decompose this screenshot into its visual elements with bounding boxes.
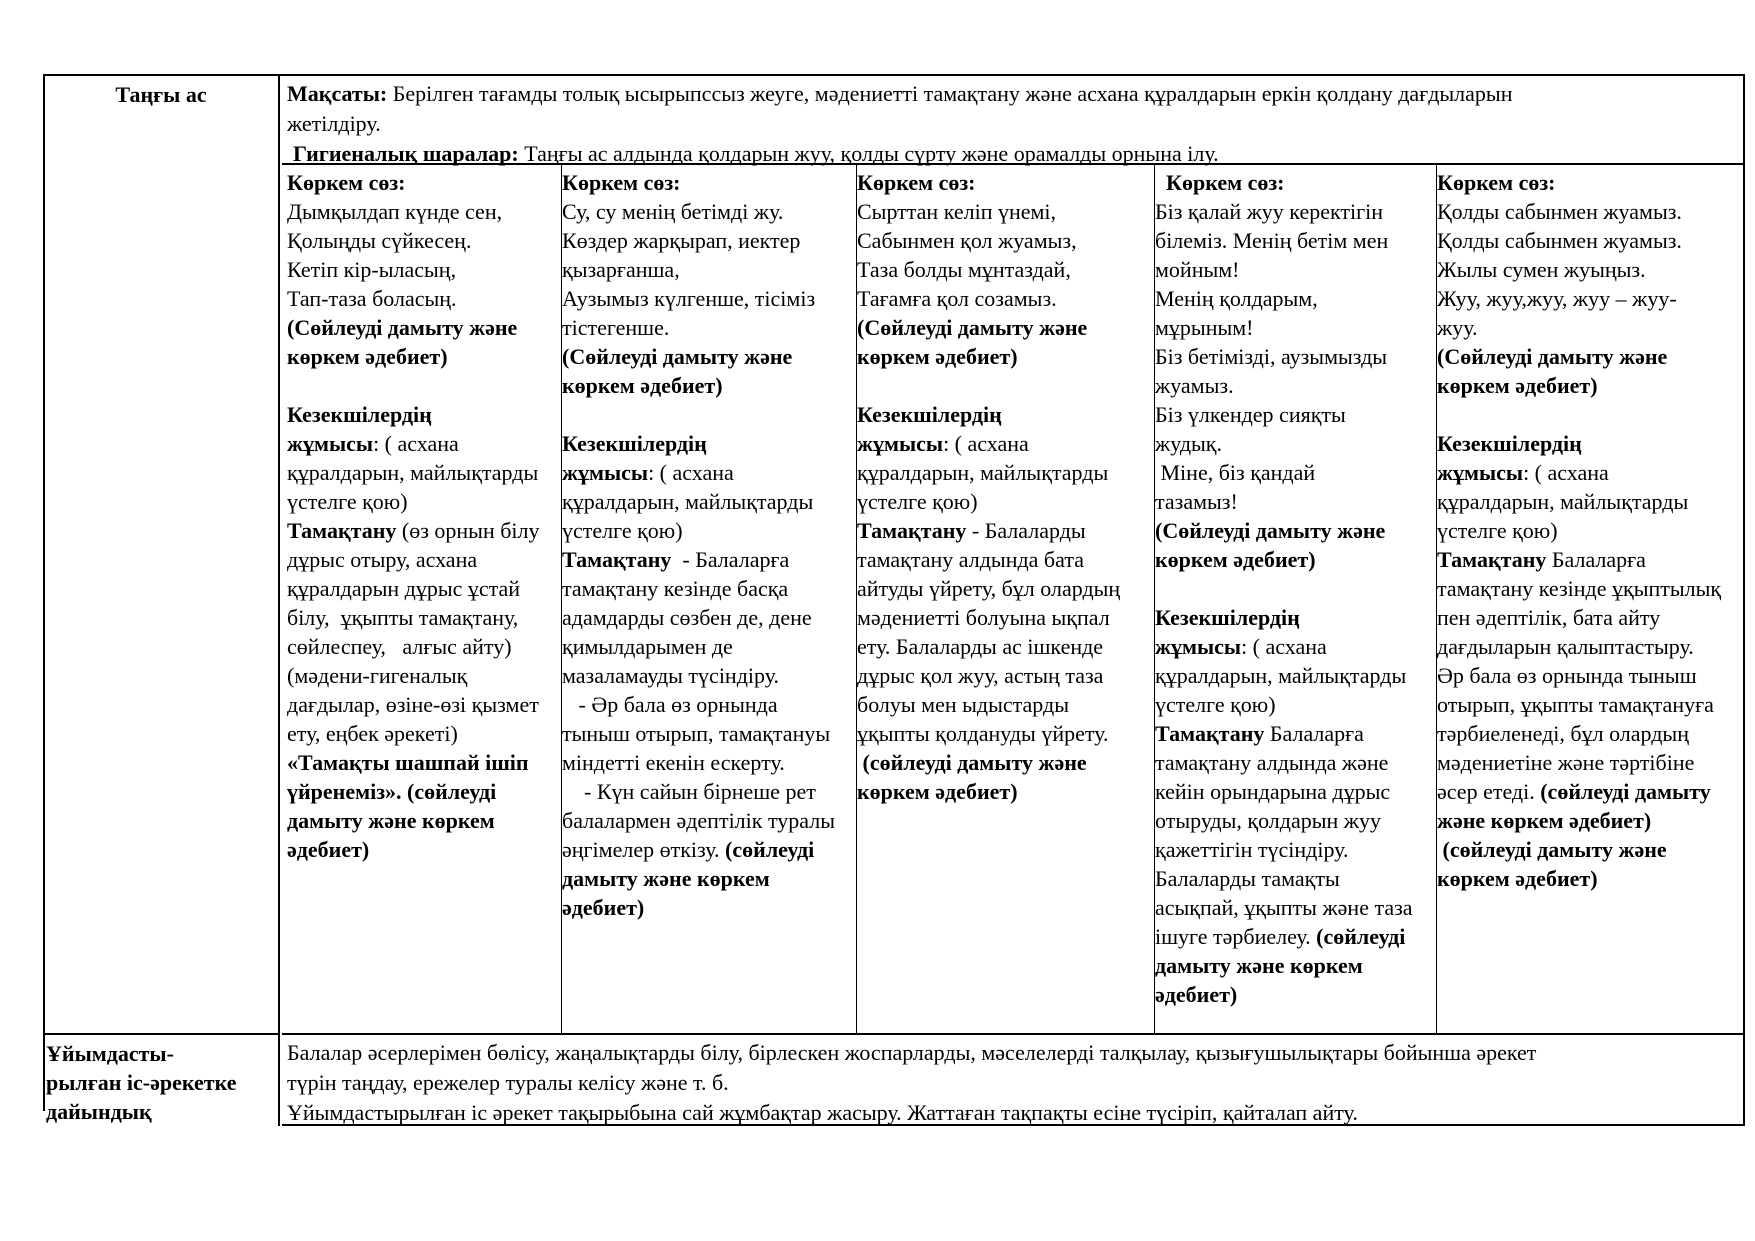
column-text-line [1155, 574, 1435, 603]
line-text: тамақтану алдында бата [857, 547, 1084, 572]
line-text: Біз үлкендер сияқты [1155, 402, 1346, 427]
column-text-line [857, 400, 1153, 429]
column-text-line [1437, 574, 1742, 603]
column-text-line [857, 516, 1153, 545]
line-text: Су, су менің бетімді жу. [562, 199, 784, 224]
column-text-line [1155, 342, 1435, 371]
line-text: балалармен әдептілік туралы [562, 808, 836, 833]
line-rest: : ( асхана [943, 431, 1029, 456]
column-text-line [562, 516, 855, 545]
line-text: тамақтану алдында және [1155, 750, 1389, 775]
column-text-line [562, 400, 855, 429]
line-text: Жуу, жуу,жуу, жуу – жуу- [1437, 286, 1677, 311]
line-text: Тап-таза боласың. [287, 286, 457, 311]
line-text: Сабынмен қол жуамыз, [857, 228, 1077, 253]
column-text-line [287, 603, 559, 632]
column-text-line [1155, 719, 1435, 748]
column-text-line [287, 168, 559, 197]
column-text-line [1155, 835, 1435, 864]
line-text: Тамақтану [1437, 547, 1547, 572]
column-text-line [1155, 951, 1435, 980]
line-text: пен әдептілік, бата айту [1437, 605, 1661, 630]
column-text-line [1437, 835, 1742, 864]
column-text-line [1155, 313, 1435, 342]
line-text: Көркем сөз: [857, 170, 976, 195]
column-text-line [1155, 603, 1435, 632]
column-text-line [287, 197, 559, 226]
column-text-line [1155, 864, 1435, 893]
line-text: көркем әдебиет) [1155, 547, 1316, 572]
line-text: (мәдени-гигеналық [287, 663, 468, 688]
line-text: жұмысы [1437, 460, 1524, 485]
column-text-line [562, 255, 855, 284]
column-text-line [1437, 632, 1742, 661]
column-text-line [1437, 516, 1742, 545]
column-text-line [857, 458, 1153, 487]
column-text-line [857, 284, 1153, 313]
column-text-line [287, 400, 559, 429]
line-text: жуу. [1437, 315, 1478, 340]
line-text: көркем әдебиет) [857, 344, 1018, 369]
line-text: үстелге қою) [1155, 692, 1276, 717]
column-text-line [562, 632, 855, 661]
line-text: Кезекшілердің [857, 402, 1002, 427]
line-text: құралдарын, майлықтарды [1437, 489, 1689, 514]
line-text: Кезекшілердің [287, 402, 432, 427]
column-text-line [1155, 748, 1435, 777]
line-text: Көздер жарқырап, иектер [562, 228, 801, 253]
column-text-line [287, 574, 559, 603]
line-text: әдебиет) [562, 895, 645, 920]
column-text-line [1155, 284, 1435, 313]
column-text-line [1437, 226, 1742, 255]
line-text: Таза болды мұнтаздай, [857, 257, 1071, 282]
column-text-line [287, 371, 559, 400]
column-text-line [1437, 777, 1742, 806]
column-text-line [562, 690, 855, 719]
line-text: құралдарын дұрыс ұстай [287, 576, 521, 601]
line-text: жұмысы [562, 460, 649, 485]
line-text: қажеттігін түсіндіру. [1155, 837, 1349, 862]
column-text-line [287, 255, 559, 284]
line-text: құралдарын, майлықтарды [287, 460, 539, 485]
line-text: білу, ұқыпты тамақтану, [287, 605, 519, 630]
line-rest: Балаларға [1264, 721, 1364, 746]
column-text-line [1155, 980, 1435, 1009]
column-text-line [1437, 197, 1742, 226]
column-text-line [1155, 226, 1435, 255]
line-text: Тамақтану [857, 518, 967, 543]
column-text-line [1437, 690, 1742, 719]
purpose-text: Берілген тағамды толық ысырыпссыз жеуге, мәдениетті тамақтану және асхана құралдарын еркін қолдану дағдыларын [387, 81, 1513, 106]
column-text-line [857, 487, 1153, 516]
line-text: Қолды сабынмен жуамыз. [1437, 199, 1682, 224]
day-column-1 [287, 168, 559, 864]
line-text: үстелге қою) [1437, 518, 1558, 543]
line-text: Қолды сабынмен жуамыз. [1437, 228, 1682, 253]
line-text: Кезекшілердің [1437, 431, 1582, 456]
line-text: жуамыз. [1155, 373, 1234, 398]
column-text-line [562, 458, 855, 487]
column-text-line [562, 487, 855, 516]
column-text-line [857, 226, 1153, 255]
line-text: Тамақтану [1155, 721, 1265, 746]
line-text: мәдениетіне және тәртібіне [1437, 750, 1695, 775]
row-label-breakfast [46, 80, 276, 109]
line-text: үстелге қою) [562, 518, 683, 543]
column-text-line [287, 226, 559, 255]
column-text-line [857, 342, 1153, 371]
line-text: әсер етеді. [1437, 779, 1535, 804]
column-text-line [1437, 487, 1742, 516]
column-text-line [857, 371, 1153, 400]
line-text: міндетті екенін ескерту. [562, 750, 785, 775]
day-column-3 [857, 168, 1153, 806]
line-text: Жылы сумен жуыңыз. [1437, 257, 1646, 282]
purpose-line [287, 79, 1742, 109]
column-text-line [287, 487, 559, 516]
column-text-line [287, 516, 559, 545]
column-text-line [1437, 603, 1742, 632]
day-column-5 [1437, 168, 1742, 893]
column-text-line [287, 632, 559, 661]
column-text-line [562, 168, 855, 197]
column-text-line [287, 429, 559, 458]
line-text: адамдарды сөзбен де, дене [562, 605, 812, 630]
line-text: үстелге қою) [857, 489, 978, 514]
line-rest: : ( асхана [1241, 634, 1327, 659]
column-text-line [1155, 197, 1435, 226]
column-text-line [562, 603, 855, 632]
line-text: Көркем сөз: [562, 170, 681, 195]
line-text: дамыту және көркем [1155, 953, 1363, 978]
line-text: (Сөйлеуді дамыту және [1437, 344, 1668, 369]
column-text-line [1437, 748, 1742, 777]
line-text: (Сөйлеуді дамыту және [857, 315, 1088, 340]
preparation-line-3: Ұйымдастырылған іс әрекет тақырыбына сай жұмбақтар жасыру. Жаттаған тақпақты есіне түсіріп, қайталап айту. [287, 1100, 1358, 1125]
line-text: Сырттан келіп үнемі, [857, 199, 1057, 224]
line-text: жұмысы [857, 431, 944, 456]
row-label-line-2: рылған іс-әрекетке [46, 1070, 237, 1095]
column-text-line [287, 284, 559, 313]
column-text-line [562, 777, 855, 806]
column-text-line [562, 661, 855, 690]
line-text: мойным! [1155, 257, 1240, 282]
line-text: Біз бетімізді, аузымызды [1155, 344, 1388, 369]
line-text: сөйлеспеу, алғыс айту) [287, 634, 512, 659]
column-text-line [562, 719, 855, 748]
hygiene-text: Таңғы ас алдында қолдарын жуу, қолды сүрту және орамалды орнына ілу. [518, 141, 1219, 166]
column-text-line [1155, 400, 1435, 429]
day-column-4 [1155, 168, 1435, 1009]
line-text: тістегенше. [562, 315, 670, 340]
column-text-line [287, 835, 559, 864]
line-text: әдебиет) [1155, 982, 1238, 1007]
column-text-line [1155, 632, 1435, 661]
column-text-line [1155, 545, 1435, 574]
column-text-line [1155, 458, 1435, 487]
column-text-line [562, 574, 855, 603]
line-text: Көркем сөз: [287, 170, 406, 195]
column-text-line [857, 313, 1153, 342]
column-text-line [562, 429, 855, 458]
line-rest: - Балаларды [966, 518, 1086, 543]
column-text-line [562, 197, 855, 226]
line-text: Кетіп кір-ыласың, [287, 257, 457, 282]
line-bold-tail: (сөйлеуді [719, 837, 815, 862]
day-column-2 [562, 168, 855, 922]
hygiene-line [287, 139, 1742, 169]
line-text: Әр бала өз орнында тыныш [1437, 663, 1697, 688]
column-text-line [1437, 429, 1742, 458]
line-text: - Әр бала өз орнында [562, 692, 778, 717]
row-label-text: Таңғы ас [115, 82, 207, 107]
row-divider-left [43, 1033, 280, 1035]
row-label-preparation [46, 1039, 276, 1126]
line-rest: Балаларға [1546, 547, 1646, 572]
column-text-line [562, 371, 855, 400]
line-text: асықпай, ұқыпты және таза [1155, 895, 1413, 920]
column-text-line [1155, 429, 1435, 458]
line-rest: : ( асхана [1523, 460, 1609, 485]
hygiene-label: Гигиеналық шаралар: [293, 141, 519, 166]
line-text: (Сөйлеуді дамыту және [1155, 518, 1386, 543]
line-rest: (өз орнын білу [396, 518, 540, 543]
column-text-line [287, 458, 559, 487]
column-text-line [1437, 400, 1742, 429]
column-text-line [1155, 893, 1435, 922]
line-text: қызарғанша, [562, 257, 680, 282]
line-text: қимылдарымен де [562, 634, 733, 659]
column-text-line [1437, 168, 1742, 197]
column-text-line [287, 545, 559, 574]
column-text-line [287, 313, 559, 342]
row-label-line-1: Ұйымдасты- [46, 1041, 174, 1066]
breakfast-header [287, 79, 1742, 169]
preparation-text [287, 1038, 1742, 1128]
line-text: Көркем сөз: [1437, 170, 1556, 195]
column-text-line [857, 255, 1153, 284]
line-text: құралдарын, майлықтарды [857, 460, 1109, 485]
column-text-line [562, 545, 855, 574]
line-text: жұмысы [287, 431, 374, 456]
column-text-line [1155, 168, 1435, 197]
column-text-line [857, 603, 1153, 632]
line-text: көркем әдебиет) [1437, 373, 1598, 398]
line-text: көркем әдебиет) [562, 373, 723, 398]
line-text: Тағамға қол созамыз. [857, 286, 1057, 311]
line-text: үйренеміз». (сөйлеуді [287, 779, 497, 804]
column-text-line [857, 661, 1153, 690]
line-rest: - Балаларға [671, 547, 790, 572]
line-text: дағдыларын қалыптастыру. [1437, 634, 1694, 659]
column-text-line [1437, 661, 1742, 690]
row-label-line-3: дайындық [46, 1099, 152, 1124]
line-text: Менің қолдарым, [1155, 286, 1318, 311]
column-text-line [857, 632, 1153, 661]
line-text: «Тамақты шашпай ішіп [287, 750, 529, 775]
line-text: (сөйлеуді дамыту және [857, 750, 1087, 775]
line-text: тыныш отырып, тамақтануы [562, 721, 831, 746]
line-text: құралдарын, майлықтарды [1155, 663, 1407, 688]
column-text-line [857, 777, 1153, 806]
column-text-line [1155, 922, 1435, 951]
line-bold-tail: (сөйлеуді дамыту [1534, 779, 1711, 804]
label-column-divider [278, 74, 280, 1126]
column-text-line [287, 342, 559, 371]
purpose-line-2 [287, 109, 1742, 139]
line-text: көркем әдебиет) [287, 344, 448, 369]
line-text: Кезекшілердің [562, 431, 707, 456]
line-text: жұмысы [1155, 634, 1242, 659]
column-text-line [1155, 661, 1435, 690]
line-text: (Сөйлеуді дамыту және [287, 315, 518, 340]
column-text-line [1437, 545, 1742, 574]
line-text: айтуды үйрету, бұл олардың [857, 576, 1121, 601]
column-text-line [287, 748, 559, 777]
column-text-line [1155, 371, 1435, 400]
column-text-line [1437, 342, 1742, 371]
column-text-line [857, 168, 1153, 197]
line-text: мазаламауды түсіндіру. [562, 663, 780, 688]
row-divider-right [282, 1033, 1745, 1035]
line-text: құралдарын, майлықтарды [562, 489, 814, 514]
column-text-line [857, 690, 1153, 719]
line-text: Біз қалай жуу керектігін [1155, 199, 1384, 224]
line-text: жудық. [1155, 431, 1222, 456]
line-text: әңгімелер өткізу. [562, 837, 720, 862]
column-text-line [857, 719, 1153, 748]
column-text-line [1155, 516, 1435, 545]
column-text-line [1155, 487, 1435, 516]
table-right-border [1743, 74, 1745, 1126]
line-text: кейін орындарына дұрыс [1155, 779, 1391, 804]
column-text-line [857, 574, 1153, 603]
line-text: тәрбиеленеді, бұл олардың [1437, 721, 1689, 746]
column-text-line [287, 777, 559, 806]
column-text-line [1437, 806, 1742, 835]
line-text: мұрыным! [1155, 315, 1254, 340]
line-text: (Сөйлеуді дамыту және [562, 344, 793, 369]
line-text: дамыту және көркем [562, 866, 770, 891]
line-text: ету, еңбек әрекеті) [287, 721, 458, 746]
line-text: Тамақтану [287, 518, 397, 543]
line-text: мәдениетті болуына ықпал [857, 605, 1110, 630]
preparation-line-1: Балалар әсерлерімен бөлісу, жаңалықтарды білу, бірлескен жоспарларды, мәселелерді талқылау, қызығушылықтары бойынша әрекет [287, 1040, 1537, 1065]
purpose-label: Мақсаты: [287, 81, 388, 106]
line-text: Көркем сөз: [1155, 170, 1285, 195]
column-text-line [857, 197, 1153, 226]
line-text: дұрыс отыру, асхана [287, 547, 478, 572]
line-text: Дымқылдап күнде сен, [287, 199, 503, 224]
column-text-line [1155, 777, 1435, 806]
table-top-border [43, 74, 1745, 76]
line-text: дұрыс қол жуу, астың таза [857, 663, 1104, 688]
line-text: дағдылар, өзіне-өзі қызмет [287, 692, 539, 717]
line-bold-tail: (сөйлеуді [1310, 924, 1406, 949]
table-left-border [43, 74, 45, 1111]
column-text-line [1437, 864, 1742, 893]
column-text-line [562, 342, 855, 371]
line-text: ішуге тәрбиелеу. [1155, 924, 1311, 949]
column-text-line [562, 284, 855, 313]
column-text-line [562, 313, 855, 342]
line-text: Аузымыз күлгенше, тісіміз [562, 286, 816, 311]
line-text: әдебиет) [287, 837, 370, 862]
line-text: тамақтану кезінде ұқыптылық [1437, 576, 1722, 601]
column-text-line [287, 661, 559, 690]
line-text: көркем әдебиет) [857, 779, 1018, 804]
line-text: ету. Балаларды ас ішкенде [857, 634, 1104, 659]
line-text: отыруды, қолдарын жуу [1155, 808, 1381, 833]
column-text-line [562, 835, 855, 864]
line-rest: : ( асхана [648, 460, 734, 485]
line-text: - Күн сайын бірнеше рет [562, 779, 816, 804]
column-text-line [1155, 806, 1435, 835]
column-text-line [1437, 255, 1742, 284]
purpose-text-2: жетілдіру. [287, 111, 381, 136]
line-text: отырып, ұқыпты тамақтануға [1437, 692, 1714, 717]
column-text-line [562, 806, 855, 835]
line-text: тамақтану кезінде басқа [562, 576, 789, 601]
column-text-line [857, 748, 1153, 777]
line-text: Міне, біз қандай [1155, 460, 1316, 485]
column-text-line [1437, 313, 1742, 342]
line-text: Балаларды тамақты [1155, 866, 1340, 891]
line-text: Кезекшілердің [1155, 605, 1300, 630]
line-text: үстелге қою) [287, 489, 408, 514]
line-text: дамыту және көркем [287, 808, 495, 833]
column-text-line [562, 748, 855, 777]
line-text: (сөйлеуді дамыту және [1437, 837, 1667, 862]
column-text-line [857, 429, 1153, 458]
line-text: Қолыңды сүйкесең. [287, 228, 472, 253]
line-rest: : ( асхана [373, 431, 459, 456]
column-text-line [562, 893, 855, 922]
column-text-line [562, 226, 855, 255]
line-text: ұқыпты қолдануды үйрету. [857, 721, 1109, 746]
column-text-line [1155, 255, 1435, 284]
column-text-line [1437, 284, 1742, 313]
column-text-line [1437, 458, 1742, 487]
line-text: болуы мен ыдыстарды [857, 692, 1069, 717]
line-text: және көркем әдебиет) [1437, 808, 1652, 833]
column-text-line [287, 690, 559, 719]
line-text: білеміз. Менің бетім мен [1155, 228, 1389, 253]
preparation-line-2: түрін таңдау, ережелер туралы келісу және т. б. [287, 1070, 729, 1095]
line-text: тазамыз! [1155, 489, 1238, 514]
column-text-line [287, 719, 559, 748]
line-text: көркем әдебиет) [1437, 866, 1598, 891]
column-text-line [857, 545, 1153, 574]
column-text-line [1437, 719, 1742, 748]
column-text-line [1437, 371, 1742, 400]
line-text: Тамақтану [562, 547, 672, 572]
column-text-line [287, 806, 559, 835]
column-text-line [562, 864, 855, 893]
column-text-line [1155, 690, 1435, 719]
